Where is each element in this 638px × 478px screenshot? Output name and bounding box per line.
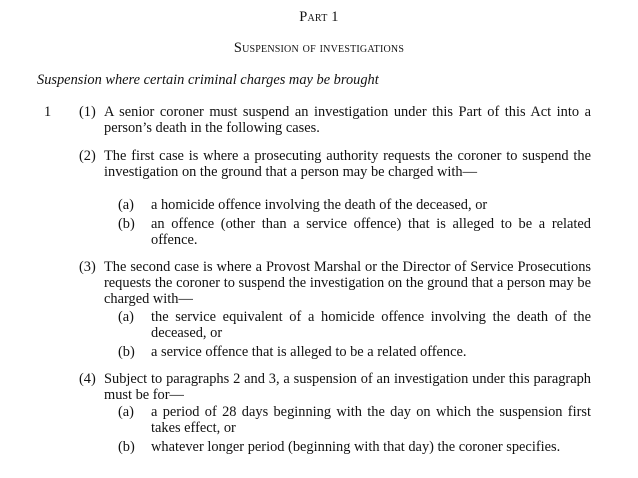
item-letter: (a) xyxy=(118,404,134,420)
item-text: a homicide offence involving the death of the deceased, or xyxy=(151,197,488,213)
item-text: a service offence that is alleged to be a related offence. xyxy=(151,344,467,360)
paragraph-number: 1 xyxy=(44,104,52,120)
item-letter: (a) xyxy=(118,309,134,325)
item-letter: (b) xyxy=(118,344,135,360)
subparagraph-text: The first case is where a prosecuting authority requests the coroner to suspend the investigation on the ground that a person may be charged with— xyxy=(104,148,591,180)
subparagraph-number: (2) xyxy=(79,148,96,164)
item-letter: (b) xyxy=(118,216,135,232)
item-text: whatever longer period (beginning with that day) the coroner specifies. xyxy=(151,439,561,455)
item-letter: (b) xyxy=(118,439,135,455)
subparagraph-text: Subject to paragraphs 2 and 3, a suspension of an investigation under this paragraph must be for— xyxy=(104,371,591,403)
item-text: an offence (other than a service offence) that is alleged to be a related offence. xyxy=(151,216,591,248)
subparagraph-text: A senior coroner must suspend an investigation under this Part of this Act into a person’s death in the following cases. xyxy=(104,104,591,136)
cross-heading: Suspension where certain criminal charges may be brought xyxy=(37,72,379,88)
item-text: a period of 28 days beginning with the day on which the suspension first takes effect, or xyxy=(151,404,591,436)
subparagraph-text: The second case is where a Provost Marshal or the Director of Service Prosecutions requests the coroner to suspend the investigation on the ground that a person may be charged with— xyxy=(104,259,591,307)
subparagraph-number: (4) xyxy=(79,371,96,387)
section-title: Suspension of investigations xyxy=(233,40,405,56)
part-heading: Part 1 xyxy=(299,9,339,25)
subparagraph-number: (1) xyxy=(79,104,96,120)
item-letter: (a) xyxy=(118,197,134,213)
item-text: the service equivalent of a homicide offence involving the death of the deceased, or xyxy=(151,309,591,341)
subparagraph-number: (3) xyxy=(79,259,96,275)
